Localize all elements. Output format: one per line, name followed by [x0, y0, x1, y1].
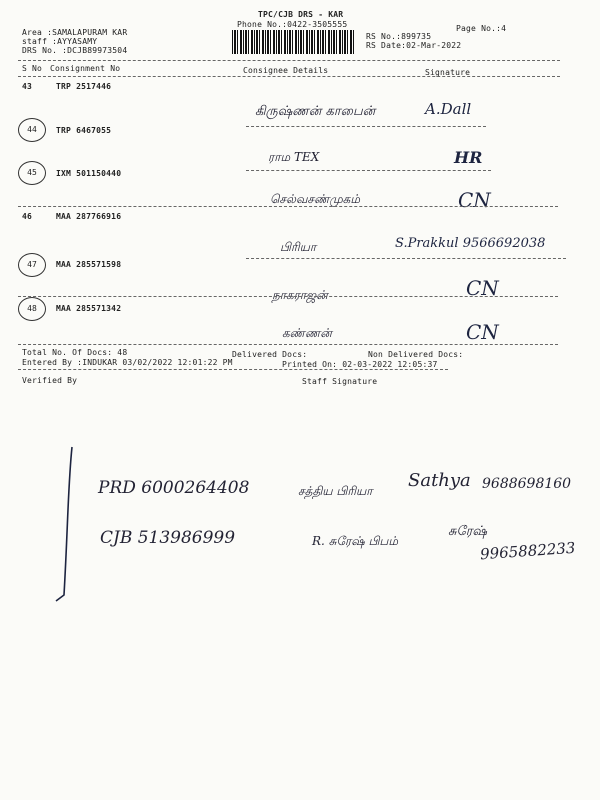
handwritten-name: சத்திய பிரியா [298, 484, 373, 498]
handwritten-phone: 9688698160 [482, 476, 572, 492]
row-sno: 43 [22, 82, 33, 91]
handwritten-bracket [50, 445, 90, 605]
col-consignment: Consignment No [50, 64, 121, 73]
printed-on: Printed On: 02-03-2022 12:05:37 [282, 360, 438, 369]
row-sno-circled: 44 [18, 118, 46, 142]
rs-number: RS No.:899735 [366, 32, 432, 41]
consignee-signature: HR [454, 148, 483, 167]
consignee-name: கிருஷ்ணன் காபைன் [255, 104, 376, 119]
staff-signature: Staff Signature [302, 377, 378, 386]
handwritten-phone: 9965882233 [479, 538, 576, 564]
barcode [232, 30, 354, 54]
staff-label: staff :AYYASAMY [22, 37, 98, 46]
consignee-name: கண்ணன் [282, 326, 332, 340]
consignee-signature: CN [458, 188, 491, 212]
row-consignment: TRP 2517446 [56, 82, 112, 91]
row-divider [246, 258, 566, 259]
verified-by: Verified By [22, 376, 78, 385]
row-consignment: MAA 285571598 [56, 260, 122, 269]
row-consignment: TRP 6467055 [56, 126, 112, 135]
consignee-name: நாகராஜன் [272, 288, 328, 302]
row-divider [18, 296, 558, 297]
row-consignment: MAA 287766916 [56, 212, 122, 221]
phone-number: Phone No.:0422-3505555 [237, 20, 348, 29]
row-consignment: IXM 501150440 [56, 169, 122, 178]
area-label: Area :SAMALAPURAM KAR [22, 28, 128, 37]
row-sno: 46 [22, 212, 33, 221]
row-sno-circled: 48 [18, 297, 46, 321]
entered-by: Entered By :INDUKAR 03/02/2022 12:01:22 PM [22, 358, 233, 367]
header-divider-bottom [18, 76, 560, 77]
drs-number: DRS No. :DCJB89973504 [22, 46, 128, 55]
handwritten-code: CJB 513986999 [100, 528, 236, 548]
footer-divider-bottom [18, 369, 448, 370]
handwritten-signature: சுரேஷ் [448, 524, 487, 539]
row-divider [246, 170, 491, 171]
row-consignment: MAA 285571342 [56, 304, 122, 313]
consignee-signature: S.Prakkul 9566692038 [395, 236, 546, 251]
header-divider-top [18, 60, 560, 61]
handwritten-code: PRD 6000264408 [98, 478, 250, 498]
consignee-name: பிரியா [280, 240, 317, 254]
non-delivered-docs: Non Delivered Docs: [368, 350, 464, 359]
delivered-docs: Delivered Docs: [232, 350, 308, 359]
total-docs: Total No. Of Docs: 48 [22, 348, 128, 357]
drs-title: TPC/CJB DRS - KAR [258, 10, 344, 19]
col-signature: Signature [425, 68, 471, 77]
consignee-signature: A.Dall [425, 100, 472, 118]
handwritten-signature: Sathya [408, 470, 471, 491]
col-sno: S No [22, 64, 43, 73]
consignee-signature: CN [466, 320, 499, 344]
row-sno-circled: 47 [18, 253, 46, 277]
footer-divider [18, 344, 558, 345]
consignee-name: செல்வசண்முகம் [270, 192, 360, 206]
page-number: Page No.:4 [456, 24, 507, 33]
row-divider [18, 206, 558, 207]
rs-date: RS Date:02-Mar-2022 [366, 41, 462, 50]
row-sno-circled: 45 [18, 161, 46, 185]
row-divider [246, 126, 486, 127]
consignee-signature: CN [466, 276, 499, 300]
handwritten-name: R. சுரேஷ் பிபம் [312, 534, 398, 548]
col-consignee: Consignee Details [243, 66, 329, 75]
consignee-name: ராம TEX [268, 150, 320, 164]
